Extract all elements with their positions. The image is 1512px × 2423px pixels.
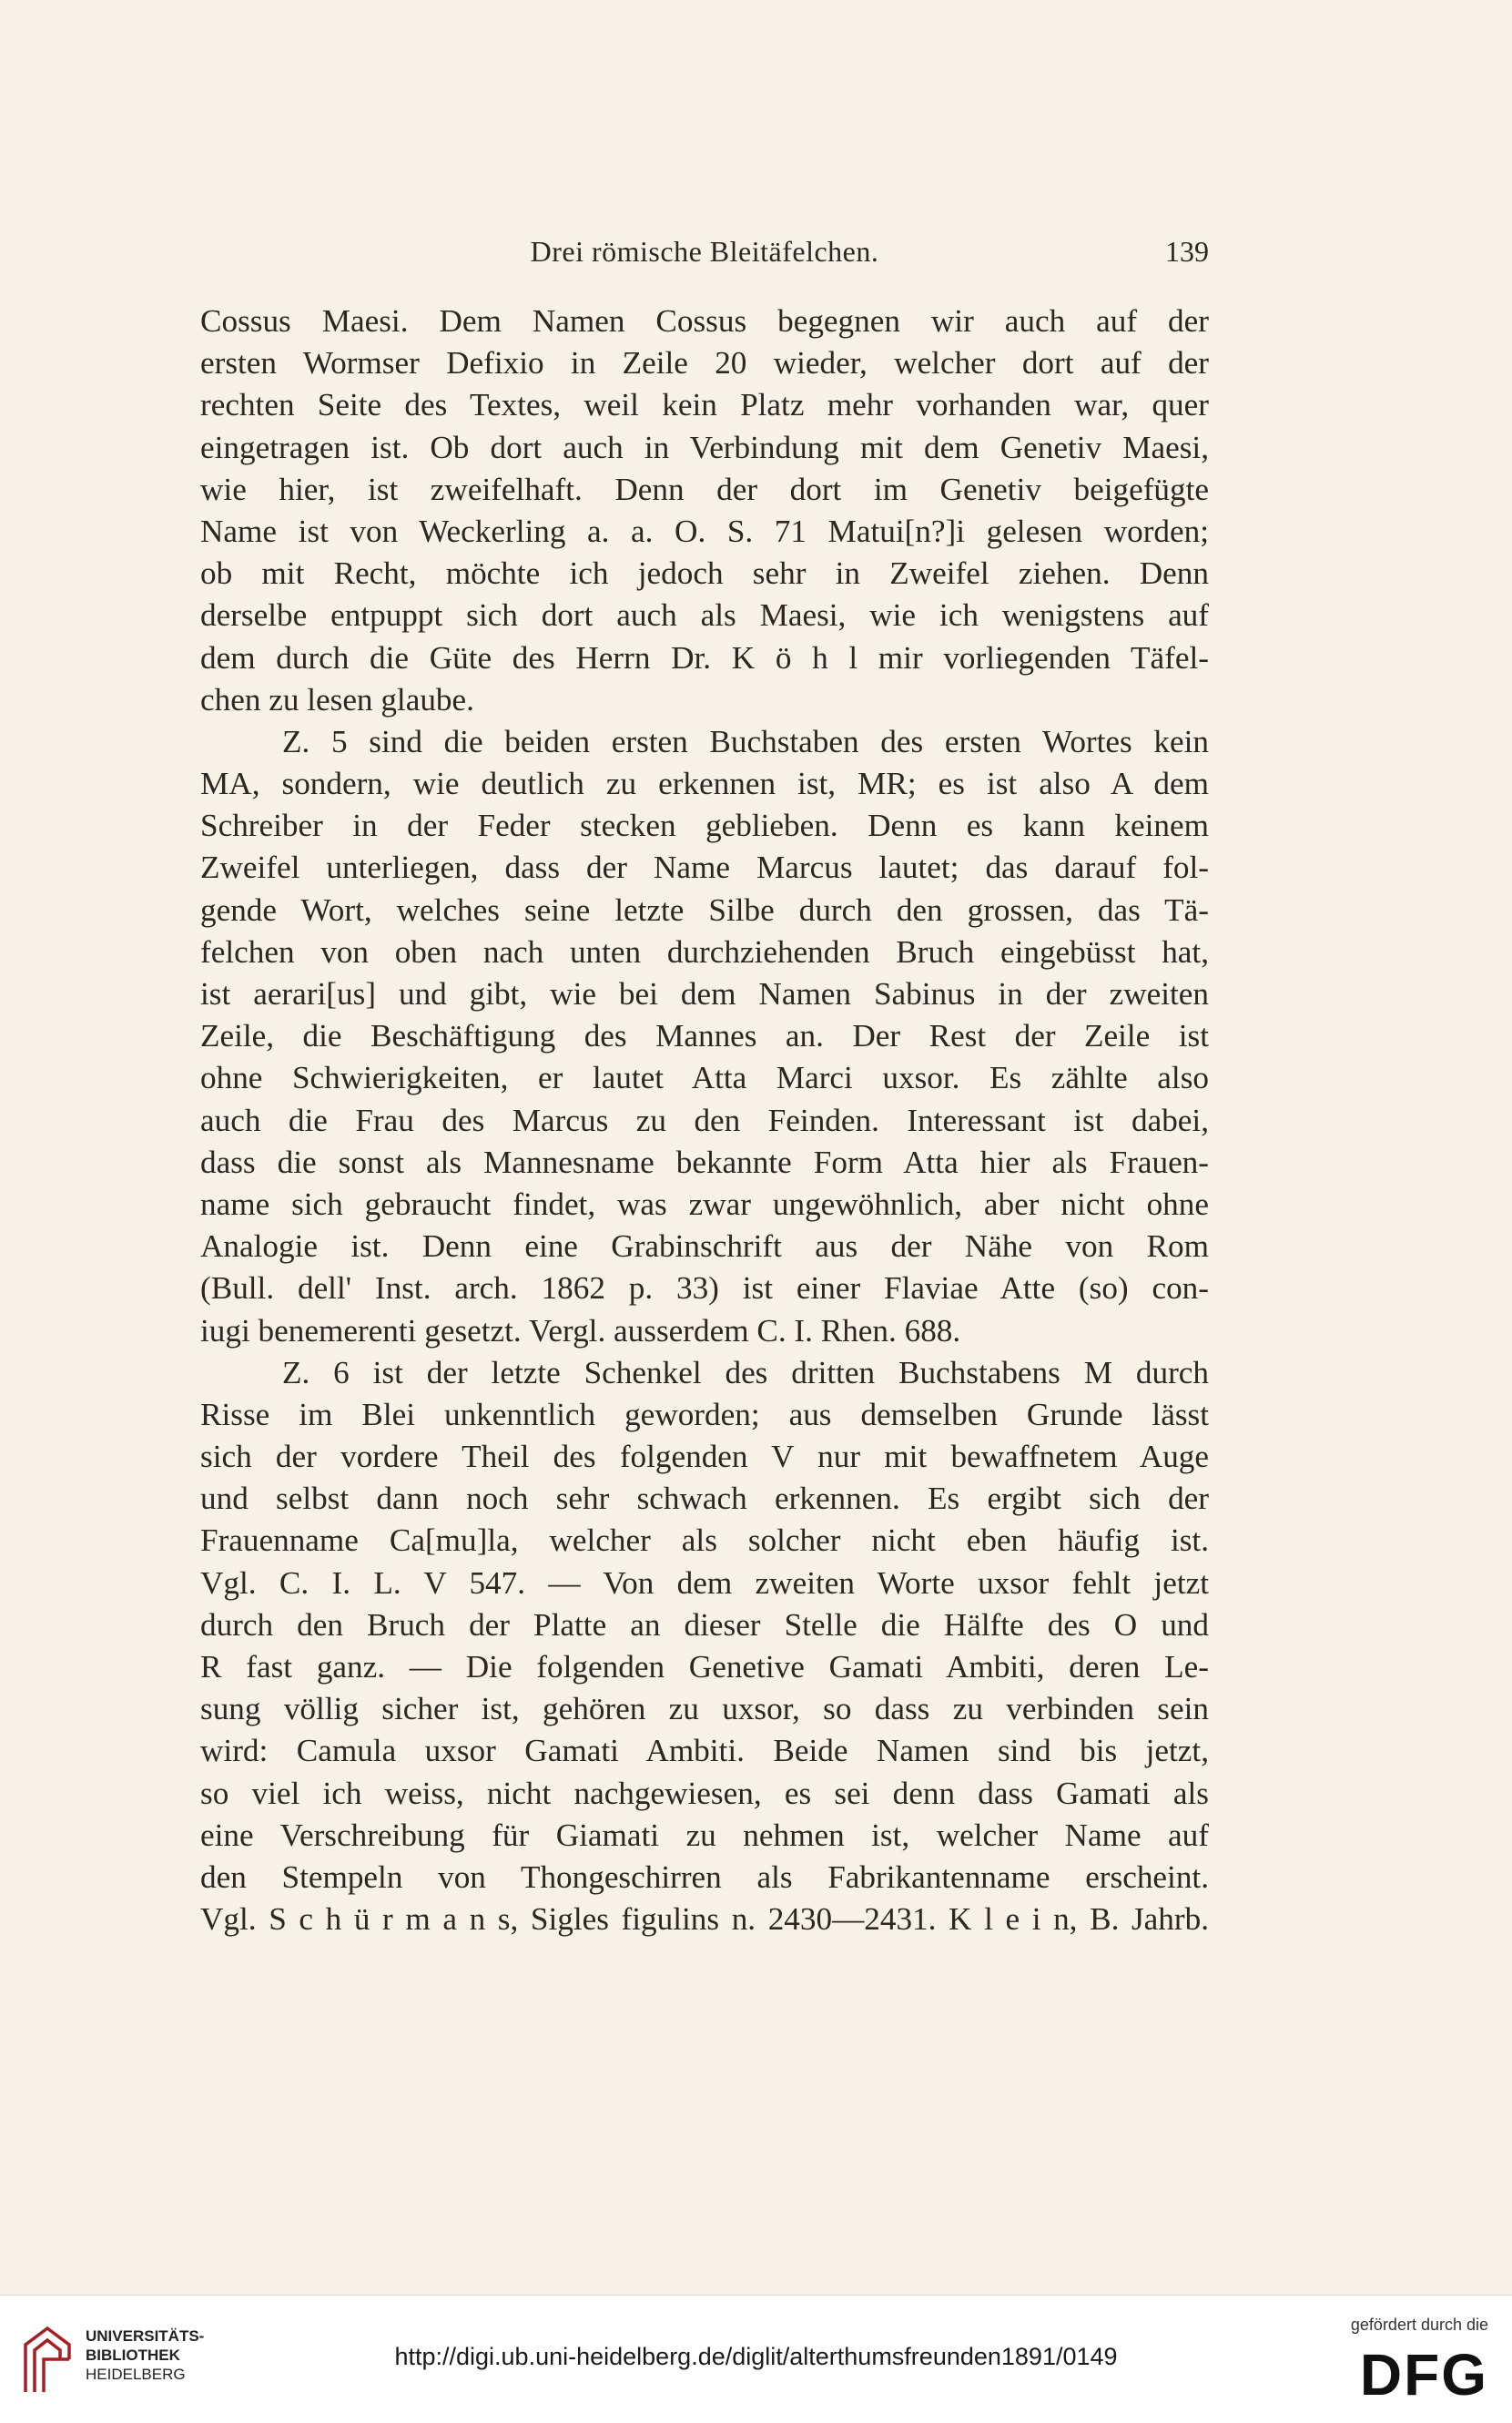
permalink-url[interactable]: http://digi.ub.uni-heidelberg.de/diglit/alterthumsfreunden1891/0149 <box>394 2343 1118 2370</box>
text-line: Frauenname Ca[mu]la, welcher als solcher nicht eben häufig ist. <box>200 1522 1209 1559</box>
text-line: Risse im Blei unkenntlich geworden; aus demselben Grunde lässt <box>200 1396 1209 1432</box>
text-line: Vgl. C. I. L. V 547. — Von dem zweiten Worte uxsor fehlt jetzt <box>200 1564 1209 1601</box>
text-line: Name ist von Weckerling a. a. O. S. 71 Matui[n?]i gelesen worden; <box>200 513 1209 549</box>
library-name-line: HEIDELBERG <box>86 2366 186 2383</box>
text-line: ist aerari[us] und gibt, wie bei dem Namen Sabinus in der zweiten <box>200 976 1209 1012</box>
text-line: dass die sonst als Mannesname bekannte Form Atta hier als Frauen- <box>200 1144 1209 1180</box>
library-name-line: UNIVERSITÄTS- <box>86 2327 205 2345</box>
text-line: wie hier, ist zweifelhaft. Denn der dort im Genetiv beigefügte <box>200 471 1209 507</box>
text-line: chen zu lesen glaube. <box>200 681 474 718</box>
text-line: eingetragen ist. Ob dort auch in Verbindung mit dem Genetiv Maesi, <box>200 429 1209 465</box>
text-line: Zweifel unterliegen, dass der Name Marcus lautet; das darauf fol- <box>200 850 1209 886</box>
running-head <box>200 235 1209 280</box>
text-line: eine Verschreibung für Giamati zu nehmen ist, welcher Name auf <box>200 1817 1209 1853</box>
text-line: MA, sondern, wie deutlich zu erkennen ist, MR; es ist also A dem <box>200 766 1209 802</box>
text-line: und selbst dann noch sehr schwach erkennen. Es ergibt sich der <box>200 1481 1209 1517</box>
text-line: Cossus Maesi. Dem Namen Cossus begegnen wir auch auf der <box>200 303 1209 339</box>
text-line: felchen von oben nach unten durchziehenden Bruch eingebüsst hat, <box>200 933 1209 970</box>
text-line: ohne Schwierigkeiten, er lautet Atta Marci uxsor. Es zählte also <box>200 1060 1209 1096</box>
text-line: ob mit Recht, möchte ich jedoch sehr in Zweifel ziehen. Denn <box>200 555 1209 592</box>
text-line: wird: Camula uxsor Gamati Ambiti. Beide Namen sind bis jetzt, <box>200 1733 1209 1769</box>
running-title: Drei römische Bleitäfelchen. <box>530 235 879 268</box>
body-text <box>200 300 1209 1940</box>
text-line: so viel ich weiss, nicht nachgewiesen, es sei denn dass Gamati als <box>200 1775 1209 1811</box>
funding-label: gefördert durch die <box>1350 2316 1488 2334</box>
paragraph-start-line: Z. 6 ist der letzte Schenkel des dritten Buchstabens M durch <box>282 1354 1209 1390</box>
text-line: durch den Bruch der Platte an dieser Stelle die Hälfte des O und <box>200 1606 1209 1643</box>
dfg-logo[interactable]: DFG <box>1359 2342 1488 2408</box>
text-line: derselbe entpuppt sich dort auch als Maesi, wie ich wenigstens auf <box>200 597 1209 634</box>
text-line: sich der vordere Theil des folgenden V nur mit bewaffnetem Auge <box>200 1439 1209 1475</box>
text-line: rechten Seite des Textes, weil kein Platz mehr vorhanden war, quer <box>200 387 1209 423</box>
viewer-footer <box>0 2295 1512 2423</box>
text-line: Analogie ist. Denn eine Grabinschrift aus der Nähe von Rom <box>200 1228 1209 1265</box>
page-number: 139 <box>1165 235 1209 268</box>
text-line: iugi benemerenti gesetzt. Vergl. ausserdem C. I. Rhen. 688. <box>200 1312 961 1349</box>
text-line: (Bull. dell' Inst. arch. 1862 p. 33) ist einer Flaviae Atte (so) con- <box>200 1270 1209 1307</box>
text-line: den Stempeln von Thongeschirren als Fabrikantenname erscheint. <box>200 1858 1209 1895</box>
text-line: R fast ganz. — Die folgenden Genetive Gamati Ambiti, deren Le- <box>200 1649 1209 1685</box>
text-line: Schreiber in der Feder stecken geblieben. Denn es kann keinem <box>200 808 1209 844</box>
text-line: sung völlig sicher ist, gehören zu uxsor, so dass zu verbinden sein <box>200 1691 1209 1727</box>
text-line: name sich gebraucht findet, was zwar ungewöhnlich, aber nicht ohne <box>200 1186 1209 1222</box>
text-line: gende Wort, welches seine letzte Silbe durch den grossen, das Tä- <box>200 891 1209 928</box>
text-line: Zeile, die Beschäftigung des Mannes an. Der Rest der Zeile ist <box>200 1018 1209 1054</box>
text-line: dem durch die Güte des Herrn Dr. K ö h l mir vorliegenden Täfel- <box>200 639 1209 676</box>
paragraph-start-line: Z. 5 sind die beiden ersten Buchstaben des ersten Wortes kein <box>282 723 1209 759</box>
library-name-line: BIBLIOTHEK <box>86 2347 180 2364</box>
text-line: Vgl. S c h ü r m a n s, Sigles figulins n. 2430—2431. K l e i n, B. Jahrb. <box>200 1901 1209 1938</box>
text-line: ersten Wormser Defixio in Zeile 20 wieder, welcher dort auf der <box>200 345 1209 382</box>
text-line: auch die Frau des Marcus zu den Feinden. Interessant ist dabei, <box>200 1102 1209 1138</box>
